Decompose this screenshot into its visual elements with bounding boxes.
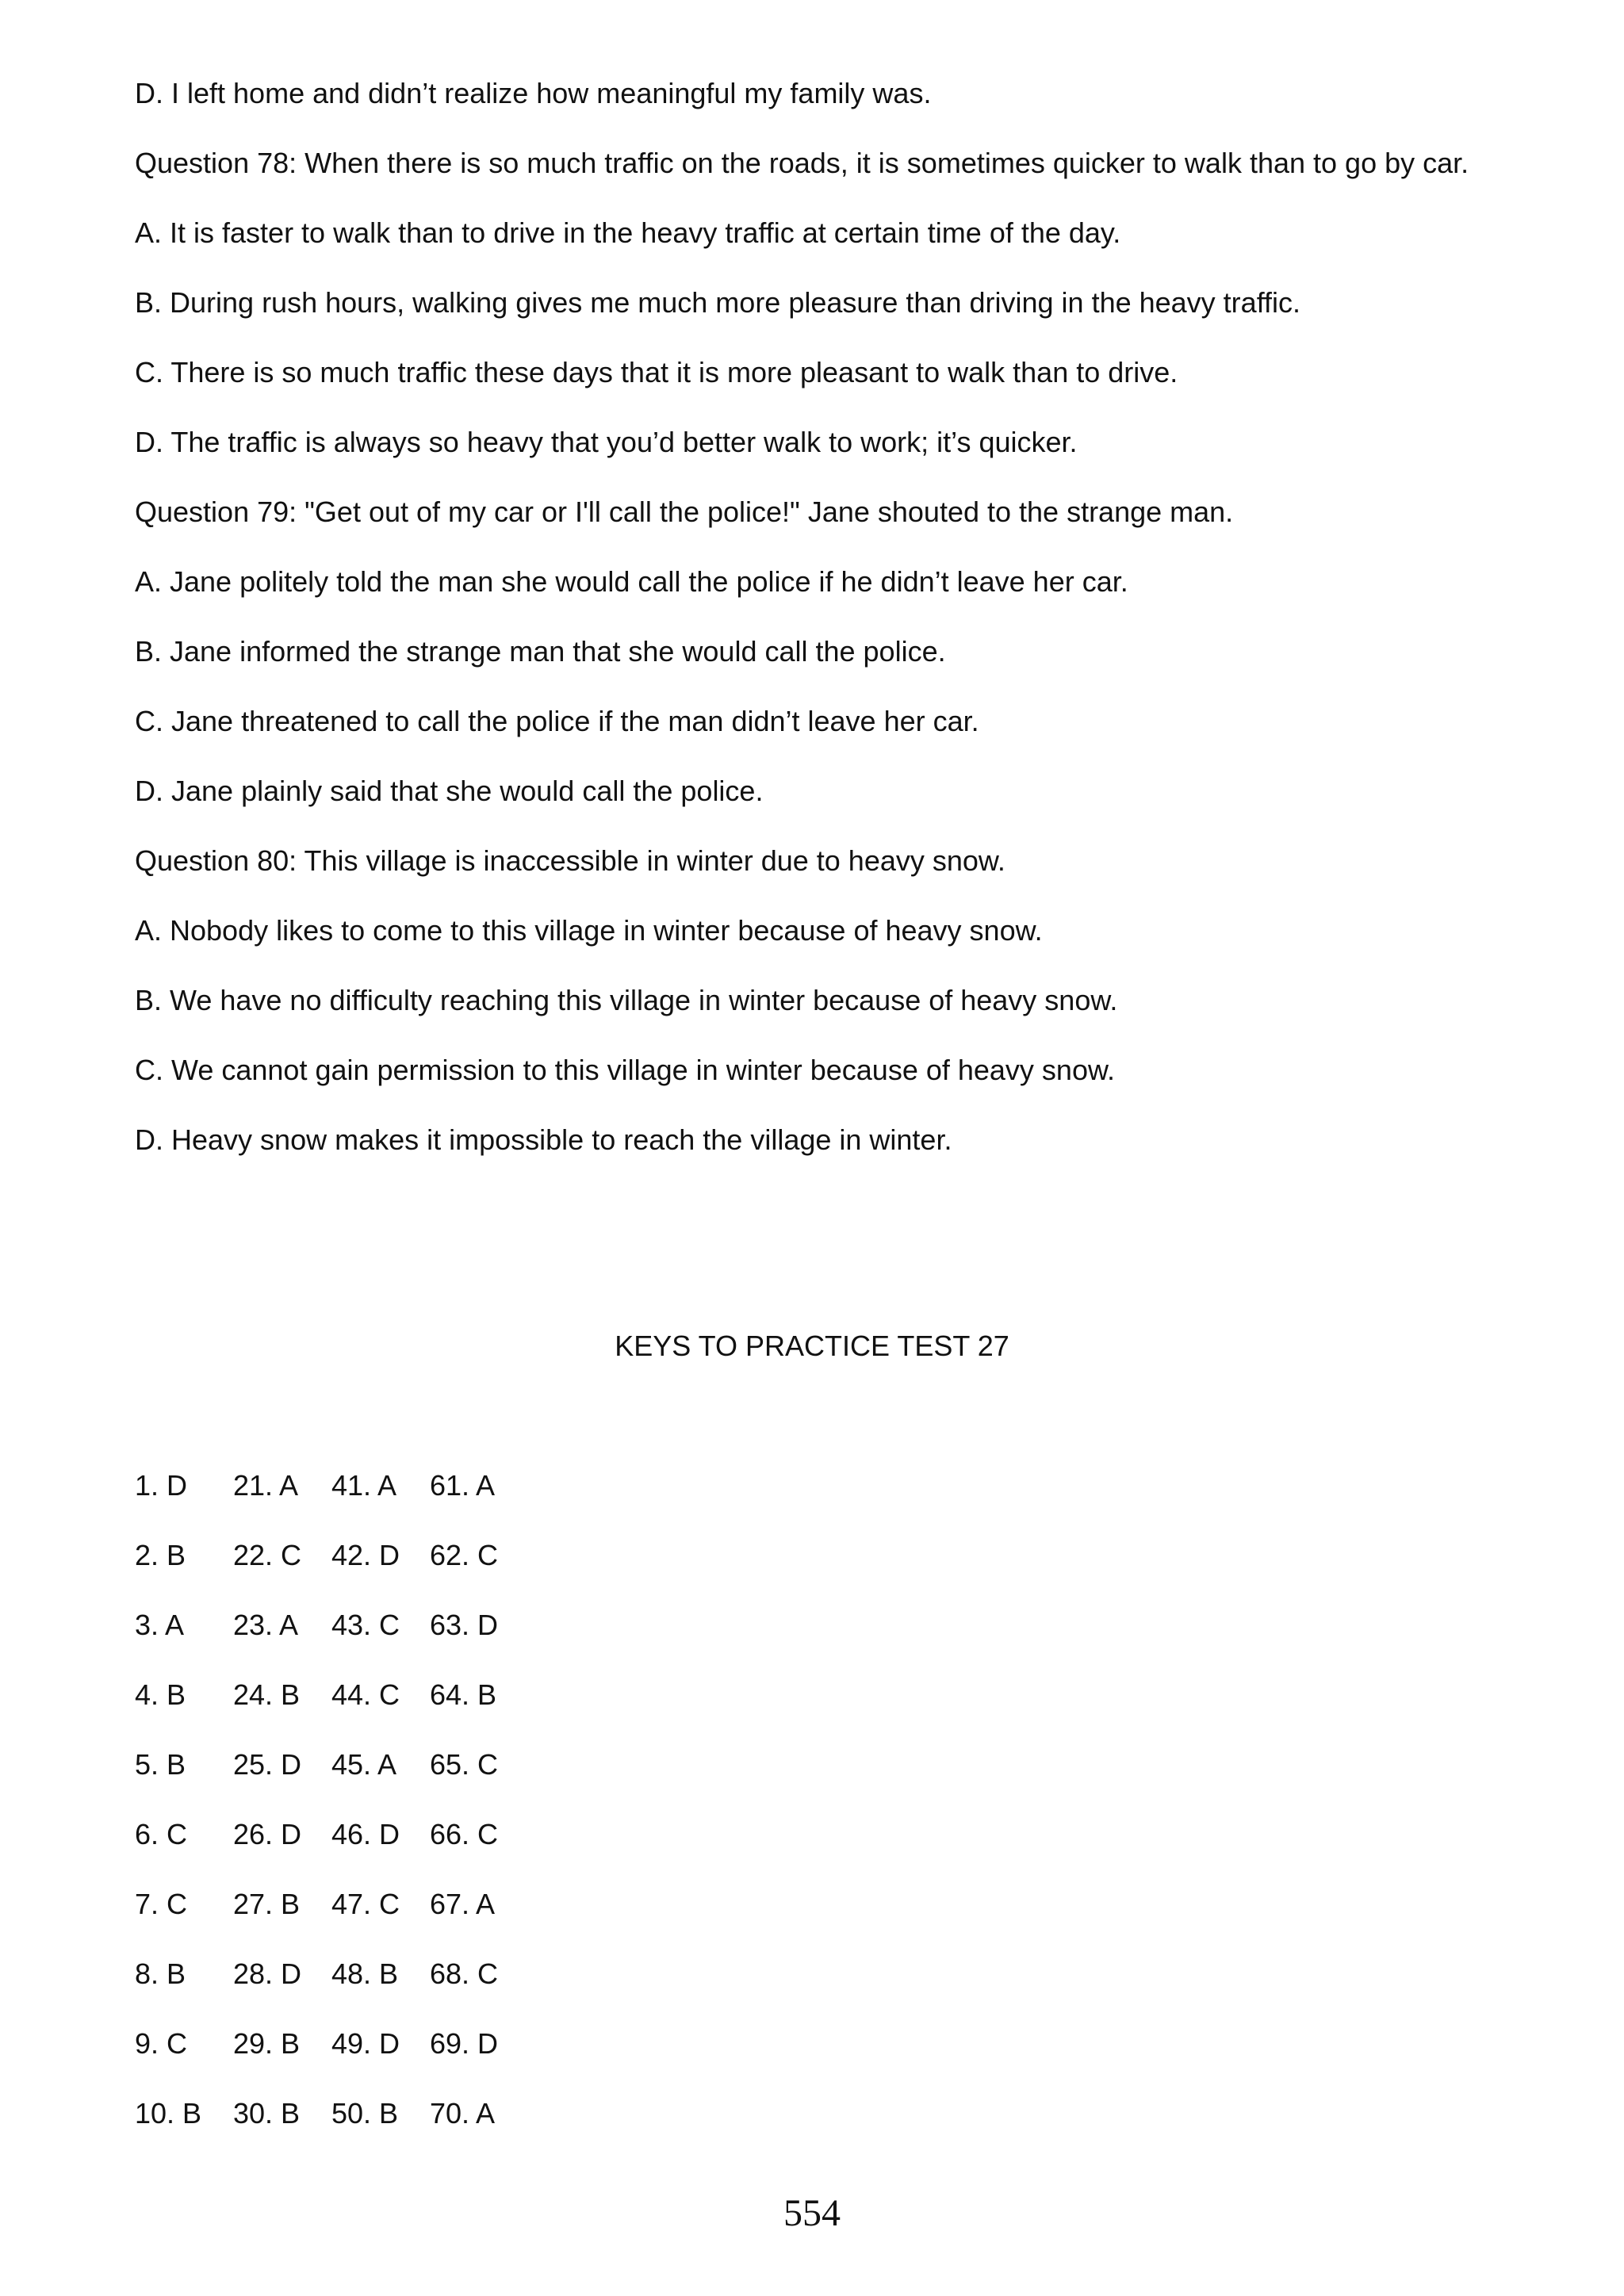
answer-key: 41. A <box>331 1469 397 1502</box>
answer-key: 27. B <box>233 1888 301 1920</box>
answer-key: 69. D <box>430 2027 499 2060</box>
question-78: Question 78: When there is so much traffic on the roads, it is sometimes quicker to walk than to go by car. <box>135 147 1469 179</box>
answer-key: 66. C <box>430 1818 499 1850</box>
answer-key: 44. C <box>331 1678 400 1711</box>
answer-key: 50. B <box>331 2097 399 2130</box>
answer-key: 42. D <box>331 1539 400 1571</box>
answer-key: 48. B <box>331 1957 399 1990</box>
answer-key: 28. D <box>233 1957 302 1990</box>
option-80-d: D. Heavy snow makes it impossible to reach the village in winter. <box>135 1123 952 1156</box>
answer-key: 1. D <box>135 1469 188 1502</box>
answer-key: 7. C <box>135 1888 188 1920</box>
option-80-c: C. We cannot gain permission to this village in winter because of heavy snow. <box>135 1054 1115 1086</box>
answer-key: 70. A <box>430 2097 496 2130</box>
answer-key: 45. A <box>331 1748 397 1781</box>
answer-key: 43. C <box>331 1609 400 1641</box>
answer-key: 68. C <box>430 1957 499 1990</box>
option-79-b: B. Jane informed the strange man that she would call the police. <box>135 635 946 668</box>
answer-keys-table <box>135 1468 528 2166</box>
answer-key: 21. A <box>233 1469 299 1502</box>
answer-key: 4. B <box>135 1678 186 1711</box>
answer-key: 62. C <box>430 1539 499 1571</box>
answer-key: 63. D <box>430 1609 499 1641</box>
option-79-d: D. Jane plainly said that she would call the police. <box>135 775 764 807</box>
question-80: Question 80: This village is inaccessible in winter due to heavy snow. <box>135 844 1005 877</box>
answer-key: 30. B <box>233 2097 301 2130</box>
answer-key: 24. B <box>233 1678 301 1711</box>
answer-key: 49. D <box>331 2027 400 2060</box>
option-79-c: C. Jane threatened to call the police if the man didn’t leave her car. <box>135 705 979 737</box>
option-78-a: A. It is faster to walk than to drive in the heavy traffic at certain time of the day. <box>135 216 1121 249</box>
answer-key: 29. B <box>233 2027 301 2060</box>
answer-key: 23. A <box>233 1609 299 1641</box>
answer-key: 5. B <box>135 1748 186 1781</box>
option-79-a: A. Jane politely told the man she would call the police if he didn’t leave her car. <box>135 565 1128 598</box>
answer-key: 25. D <box>233 1748 302 1781</box>
answer-key: 65. C <box>430 1748 499 1781</box>
answer-key: 26. D <box>233 1818 302 1850</box>
answer-key: 67. A <box>430 1888 496 1920</box>
answer-key: 8. B <box>135 1957 186 1990</box>
answer-key: 3. A <box>135 1609 185 1641</box>
answer-key: 9. C <box>135 2027 188 2060</box>
answer-key: 2. B <box>135 1539 186 1571</box>
option-80-a: A. Nobody likes to come to this village in winter because of heavy snow. <box>135 914 1043 947</box>
answer-key: 61. A <box>430 1469 496 1502</box>
option-78-d: D. The traffic is always so heavy that you’d better walk to work; it’s quicker. <box>135 426 1078 458</box>
answer-key: 6. C <box>135 1818 188 1850</box>
option-80-b: B. We have no difficulty reaching this village in winter because of heavy snow. <box>135 984 1118 1016</box>
answer-key: 64. B <box>430 1678 497 1711</box>
answer-key: 22. C <box>233 1539 302 1571</box>
question-79: Question 79: "Get out of my car or I'll call the police!" Jane shouted to the strange man. <box>135 496 1234 528</box>
option-77-d: D. I left home and didn’t realize how meaningful my family was. <box>135 77 932 109</box>
answer-key: 46. D <box>331 1818 400 1850</box>
page-number: 554 <box>783 2192 841 2234</box>
option-78-b: B. During rush hours, walking gives me much more pleasure than driving in the heavy traffic. <box>135 286 1301 319</box>
option-78-c: C. There is so much traffic these days that it is more pleasant to walk than to drive. <box>135 356 1178 388</box>
keys-heading: KEYS TO PRACTICE TEST 27 <box>615 1330 1009 1362</box>
answer-key: 47. C <box>331 1888 400 1920</box>
answer-key: 10. B <box>135 2097 202 2130</box>
